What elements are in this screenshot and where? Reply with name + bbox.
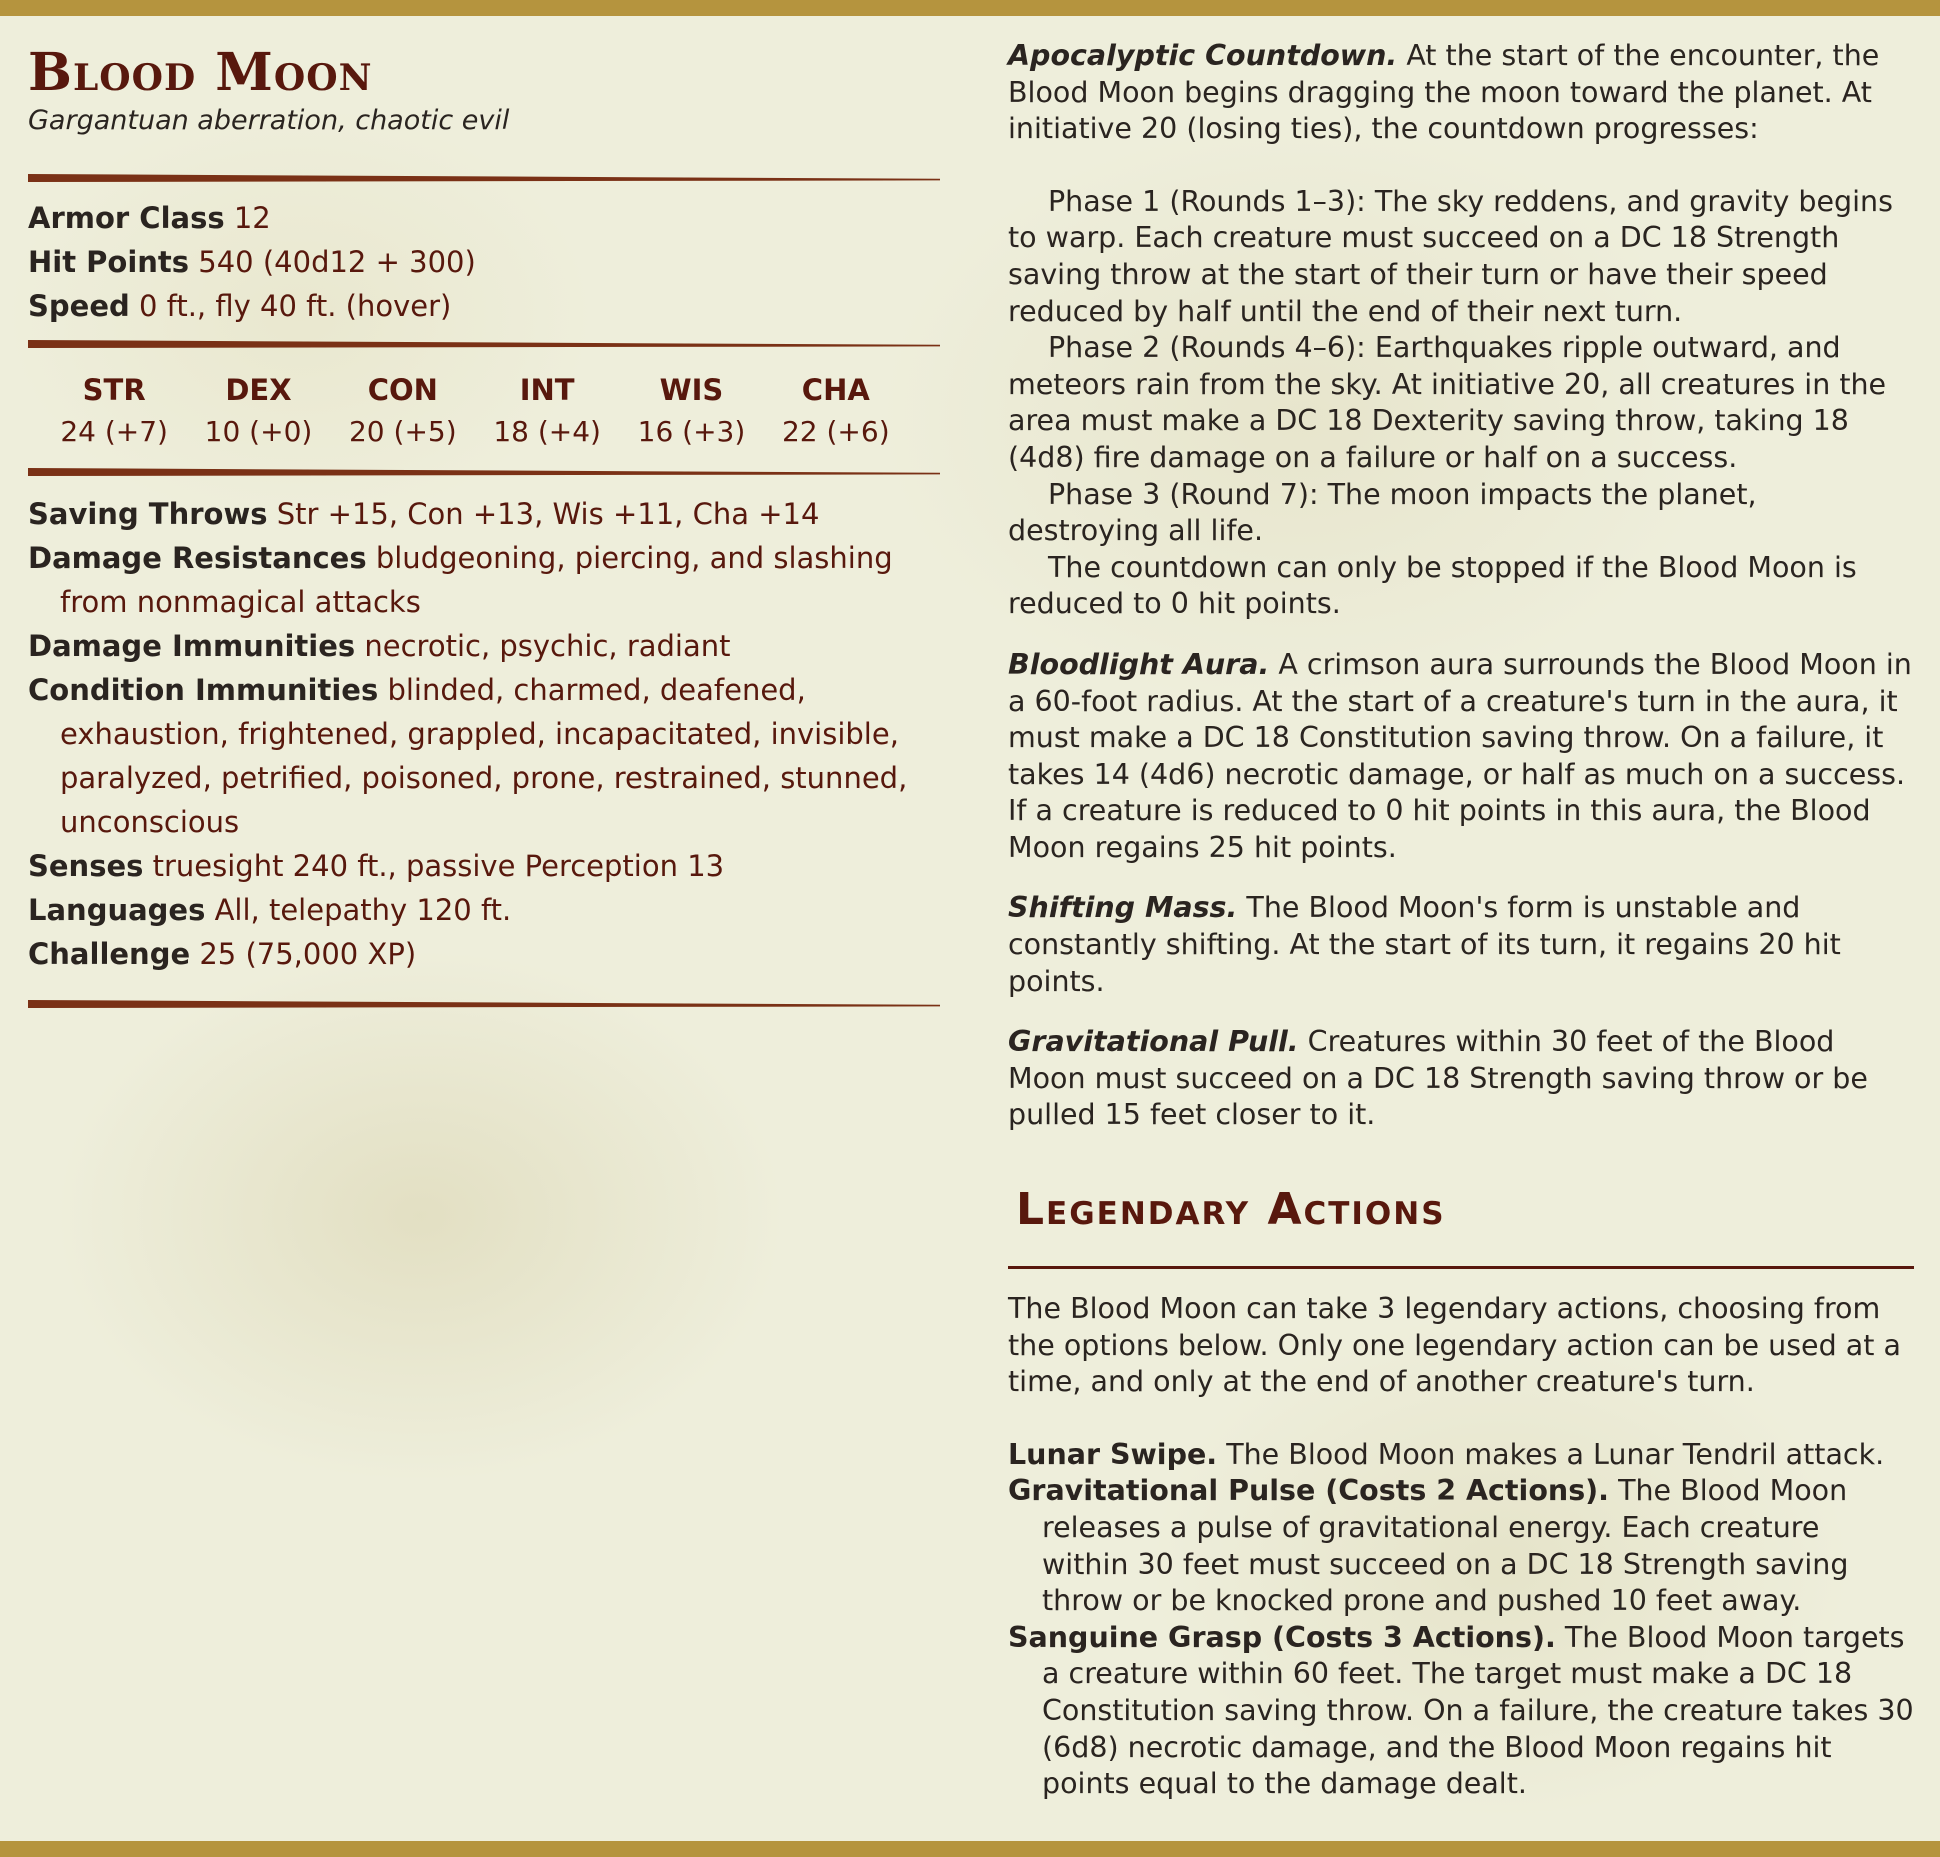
tapered-rule xyxy=(28,174,940,184)
ability-dex: DEX 10 (+0) xyxy=(204,373,313,448)
armor-class: Armor Class 12 xyxy=(28,201,271,235)
legendary-action-sanguine-grasp: Sanguine Grasp (Costs 3 Actions). The Blood Moon targets a creature within 60 feet. The target must make a DC 18 Constitution saving throw. On a failure, the creature takes 30 (6d8) necrotic damage, and the Blood Moon regains hit points equal to the damage dealt. xyxy=(1008,1620,1914,1801)
saving-throws: Saving Throws Str +15, Con +13, Wis +11, Cha +14 xyxy=(28,497,820,531)
ability-con: CON 20 (+5) xyxy=(348,373,457,448)
monster-type: Gargantuan aberration, chaotic evil xyxy=(28,105,510,136)
tapered-rule xyxy=(28,468,940,478)
trait-shifting-mass: Shifting Mass. The Blood Moon's form is unstable and constantly shifting. At the start of its turn, it regains 20 hit points. xyxy=(1008,891,1841,998)
languages: Languages All, telepathy 120 ft. xyxy=(28,893,512,927)
phase-2: Phase 2 (Rounds 4–6): Earthquakes ripple outward, and meteors rain from the sky. At initiative 20, all creatures in the area must make a DC 18 Dexterity saving throw, taking 18 (4d8) fire damage on a failure or half on a success. xyxy=(1008,331,1887,474)
stat-block-left-column xyxy=(28,42,942,1010)
phase-1: Phase 1 (Rounds 1–3): The sky reddens, and gravity begins to warp. Each creature must succeed on a DC 18 Strength saving throw at the start of their turn or have their speed reduced by half until the end of their next turn. xyxy=(1008,184,1893,328)
legendary-actions-heading: Legendary Actions xyxy=(1016,1184,1446,1236)
ability-cha: CHA 22 (+6) xyxy=(781,373,890,448)
trait-bloodlight-aura: Bloodlight Aura. A crimson aura surrounds the Blood Moon in a 60-foot radius. At the start of a creature's turn in the aura, it must make a DC 18 Constitution saving throw. On a failure, it takes 14 (4d6) necrotic damage, or half as much on a success. If a creature is reduced to 0 hit points in this aura, the Blood Moon regains 25 hit points. xyxy=(1008,647,1912,864)
tapered-rule xyxy=(28,340,940,350)
phase-3: Phase 3 (Round 7): The moon impacts the planet, destroying all life. xyxy=(1008,477,1757,548)
damage-immunities: Damage Immunities necrotic, psychic, radiant xyxy=(28,629,731,663)
monster-name: Blood Moon xyxy=(28,42,373,103)
challenge: Challenge 25 (75,000 XP) xyxy=(28,937,417,971)
legendary-action-gravitational-pulse: Gravitational Pulse (Costs 2 Actions). The Blood Moon releases a pulse of gravitational energy. Each creature within 30 feet must succeed on a DC 18 Strength saving throw or be knocked prone and pushed 10 feet away. xyxy=(1008,1474,1849,1618)
ability-wis: WIS 16 (+3) xyxy=(637,373,746,448)
trait-gravitational-pull: Gravitational Pull. Creatures within 30 feet of the Blood Moon must succeed on a DC 18 Strength saving throw or be pulled 15 feet closer to it. xyxy=(1008,1025,1868,1132)
legendary-action-lunar-swipe: Lunar Swipe. The Blood Moon makes a Lunar Tendril attack. xyxy=(1008,1437,1885,1471)
damage-resistances: Damage Resistances bludgeoning, piercing, and slashing from nonmagical attacks xyxy=(28,541,893,619)
tapered-rule xyxy=(28,1000,940,1010)
senses: Senses truesight 240 ft., passive Perception 13 xyxy=(28,849,725,883)
ability-scores xyxy=(28,368,928,452)
legendary-intro: The Blood Moon can take 3 legendary actions, choosing from the options below. Only one legendary action can be used at a time, and only at the end of another creature's turn. xyxy=(1008,1292,1901,1399)
speed: Speed 0 ft., fly 40 ft. (hover) xyxy=(28,289,452,323)
ability-int: INT 18 (+4) xyxy=(493,373,601,448)
trait-apocalyptic-countdown: Apocalyptic Countdown. At the start of the encounter, the Blood Moon begins dragging the moon toward the planet. At initiative 20 (losing ties), the countdown progresses: xyxy=(1008,39,1880,146)
hit-points: Hit Points 540 (40d12 + 300) xyxy=(28,245,476,279)
countdown-closing: The countdown can only be stopped if the Blood Moon is reduced to 0 hit points. xyxy=(1008,550,1857,621)
condition-immunities: Condition Immunities blinded, charmed, deafened, exhaustion, frightened, grappled, incapacitated, invisible, paralyzed, petrified, poisoned, prone, restrained, stunned, unconscious xyxy=(28,673,908,839)
stat-block-right-column xyxy=(1008,38,1914,1803)
ability-str: STR 24 (+7) xyxy=(60,373,168,448)
